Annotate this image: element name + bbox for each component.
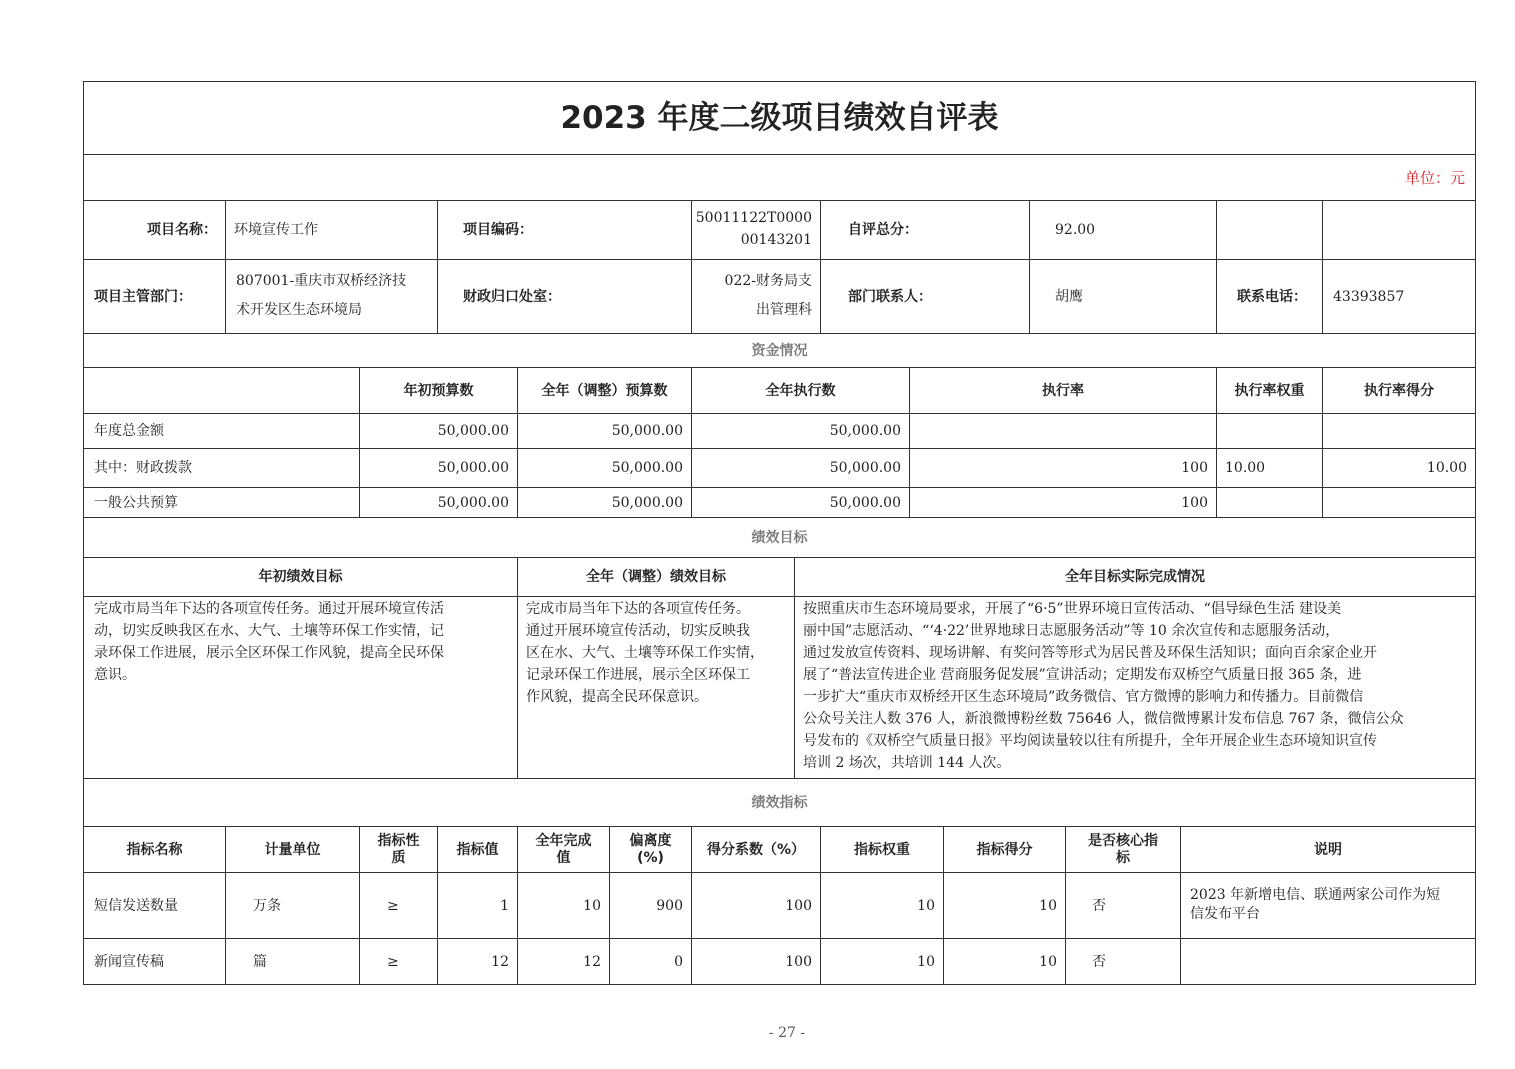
funds-cell-score <box>1323 414 1475 448</box>
ind-cell-core: 否 <box>1092 953 1106 970</box>
contact-label: 部门联系人： <box>848 288 932 305</box>
goals-header-adjusted: 全年（调整）绩效目标 <box>586 569 726 585</box>
project-code-label: 项目编码： <box>463 222 533 238</box>
header-line: 全年完成 <box>535 833 592 849</box>
header-line: (%) <box>637 850 664 866</box>
funds-cell-initial: 50,000.00 <box>437 423 509 439</box>
text-line: 培训 2 场次，共培训 144 人次。 <box>803 755 1011 771</box>
text-line: 通过开展环境宣传活动，切实反映我 <box>526 623 750 639</box>
text-line: 动，切实反映我区在水、大气、土壤等环保工作实情，记 <box>94 623 444 639</box>
finance-office-line: 出管理科 <box>756 302 812 318</box>
text-line: 意识。 <box>94 667 136 683</box>
note-line: 2023 年新增电信、联通两家公司作为短 <box>1190 887 1441 903</box>
project-code-line: 50011122T0000 <box>695 210 812 226</box>
funds-header-rate: 执行率 <box>1042 382 1084 399</box>
funds-cell-adjusted: 50,000.00 <box>611 423 683 439</box>
dept-value <box>226 260 437 333</box>
phone-label: 联系电话： <box>1237 288 1307 305</box>
funds-cell-weight <box>1217 488 1322 517</box>
funds-cell-executed: 50,000.00 <box>829 423 901 439</box>
goals-header-actual: 全年目标实际完成情况 <box>1065 569 1205 585</box>
text-line: 通过发放宣传资料、现场讲解、有奖问答等形式为居民普及环保生活知识；面向百余家企业开 <box>803 645 1377 661</box>
ind-header-deviation <box>610 827 691 872</box>
funds-cell-score <box>1323 488 1475 517</box>
finance-office-label: 财政归口处室： <box>463 288 561 305</box>
ind-cell-score: 10 <box>1039 897 1057 914</box>
funds-header-adjusted: 全年（调整）预算数 <box>541 382 668 399</box>
ind-header-core <box>1066 827 1180 872</box>
funds-cell-adjusted: 50,000.00 <box>611 460 683 476</box>
ind-header-unit: 计量单位 <box>264 841 321 858</box>
phone-value: 43393857 <box>1333 288 1405 305</box>
header-line: 是否核心指 <box>1088 833 1158 849</box>
text-line: 号发布的《双桥空气质量日报》平均阅读量较以往有所提升，全年开展企业生态环境知识宣传 <box>803 733 1377 749</box>
ind-cell-core: 否 <box>1092 897 1106 914</box>
ind-cell-unit: 篇 <box>253 953 267 970</box>
project-code-line: 00143201 <box>740 232 812 248</box>
ind-cell-name: 新闻宣传稿 <box>94 953 164 970</box>
project-name-value: 环境宣传工作 <box>234 222 318 238</box>
funds-cell-rate: 100 <box>1181 494 1208 511</box>
goals-initial-text <box>84 598 517 776</box>
ind-cell-unit: 万条 <box>253 897 281 914</box>
ind-cell-coef: 100 <box>785 953 812 970</box>
funds-cell-initial: 50,000.00 <box>437 494 509 511</box>
funds-header-executed: 全年执行数 <box>765 382 836 399</box>
dept-label: 项目主管部门： <box>94 288 192 305</box>
text-line: 丽中国”志愿活动、“‘4·22’世界地球日志愿服务活动”等 10 余次宣传和志愿服务活动， <box>803 623 1340 639</box>
funds-row-label: 其中：财政拨款 <box>94 460 192 476</box>
ind-header-note: 说明 <box>1314 841 1342 858</box>
finance-office-value <box>692 260 820 333</box>
ind-cell-actual: 12 <box>583 953 601 970</box>
funds-section-title: 资金情况 <box>751 342 808 359</box>
ind-header-value: 指标值 <box>456 841 499 858</box>
text-line: 完成市局当年下达的各项宣传任务。通过开展环境宣传活 <box>94 601 444 617</box>
ind-cell-name: 短信发送数量 <box>94 897 178 914</box>
page-number: - 27 - <box>768 1025 806 1041</box>
ind-cell-weight: 10 <box>917 897 935 914</box>
ind-header-nature <box>360 827 437 872</box>
text-line: 按照重庆市生态环境局要求，开展了“6·5”世界环境日宣传活动、“倡导绿色生活 建设美 <box>803 601 1342 617</box>
goals-adjusted-text <box>518 598 794 776</box>
ind-cell-deviation: 900 <box>656 897 683 914</box>
funds-cell-adjusted: 50,000.00 <box>611 494 683 511</box>
ind-cell-note <box>1181 939 1475 984</box>
header-line: 值 <box>556 850 571 866</box>
header-line: 偏离度 <box>629 833 672 849</box>
ind-cell-weight: 10 <box>917 953 935 970</box>
ind-header-actual <box>518 827 609 872</box>
funds-cell-executed: 50,000.00 <box>829 494 901 511</box>
dept-line: 术开发区生态环境局 <box>236 302 362 318</box>
goals-actual-text <box>795 598 1475 776</box>
header-line: 质 <box>391 850 406 866</box>
funds-cell-score: 10.00 <box>1426 460 1467 476</box>
header-line: 指标性 <box>377 833 420 849</box>
ind-cell-coef: 100 <box>785 897 812 914</box>
text-line: 记录环保工作进展，展示全区环保工 <box>526 667 750 683</box>
page-title: 2023 年度二级项目绩效自评表 <box>560 100 999 136</box>
goals-header-initial: 年初绩效目标 <box>258 569 343 585</box>
finance-office-line: 022-财务局支 <box>724 273 812 289</box>
ind-header-name: 指标名称 <box>126 841 183 858</box>
ind-cell-value: 12 <box>491 953 509 970</box>
text-line: 完成市局当年下达的各项宣传任务。 <box>526 601 750 617</box>
text-line: 公众号关注人数 376 人，新浪微博粉丝数 75646 人，微信微博累计发布信息 767 条，微信公众 <box>803 711 1404 727</box>
self-score-label: 自评总分： <box>848 222 918 238</box>
funds-cell-rate: 100 <box>1181 460 1208 476</box>
ind-cell-value: 1 <box>500 897 509 914</box>
ind-cell-deviation: 0 <box>674 953 683 970</box>
note-line: 信发布平台 <box>1190 906 1260 922</box>
funds-row-label: 一般公共预算 <box>94 494 178 511</box>
funds-header-weight: 执行率权重 <box>1234 382 1305 399</box>
contact-value: 胡鹰 <box>1055 288 1083 305</box>
funds-header-score: 执行率得分 <box>1364 382 1434 399</box>
funds-row-label: 年度总金额 <box>94 423 164 439</box>
unit-label: 单位：元 <box>1404 168 1465 187</box>
text-line: 一步扩大“重庆市双桥经开区生态环境局”政务微信、官方微博的影响力和传播力。目前微信 <box>803 689 1364 705</box>
funds-cell-executed: 50,000.00 <box>829 460 901 476</box>
ind-cell-nature: ≥ <box>387 953 399 970</box>
funds-cell-weight <box>1217 414 1322 448</box>
dept-line: 807001-重庆市双桥经济技 <box>236 273 407 289</box>
self-score-value: 92.00 <box>1055 222 1096 238</box>
text-line: 录环保工作进展，展示全区环保工作风貌，提高全民环保 <box>94 645 444 661</box>
text-line: 作风貌，提高全民环保意识。 <box>526 689 708 705</box>
funds-cell-weight: 10.00 <box>1225 460 1266 476</box>
ind-cell-actual: 10 <box>583 897 601 914</box>
ind-cell-score: 10 <box>1039 953 1057 970</box>
ind-cell-nature: ≥ <box>387 897 399 914</box>
funds-cell-initial: 50,000.00 <box>437 460 509 476</box>
ind-cell-note <box>1181 873 1475 938</box>
goals-section-title: 绩效目标 <box>751 529 808 546</box>
header-line: 标 <box>1116 850 1130 866</box>
indicators-section-title: 绩效指标 <box>751 794 808 811</box>
funds-cell-rate <box>910 414 1216 448</box>
ind-header-coef: 得分系数（%） <box>706 841 806 858</box>
text-line: 区在水、大气、土壤等环保工作实情， <box>526 645 764 661</box>
text-line: 展了“普法宣传进企业 营商服务促发展”宣讲活动；定期发布双桥空气质量日报 365 条，进 <box>803 667 1362 683</box>
funds-header-initial: 年初预算数 <box>403 382 474 399</box>
project-code-value <box>692 201 820 259</box>
ind-header-score: 指标得分 <box>976 841 1033 858</box>
project-name-label: 项目名称： <box>147 222 217 238</box>
ind-header-weight: 指标权重 <box>854 841 910 858</box>
